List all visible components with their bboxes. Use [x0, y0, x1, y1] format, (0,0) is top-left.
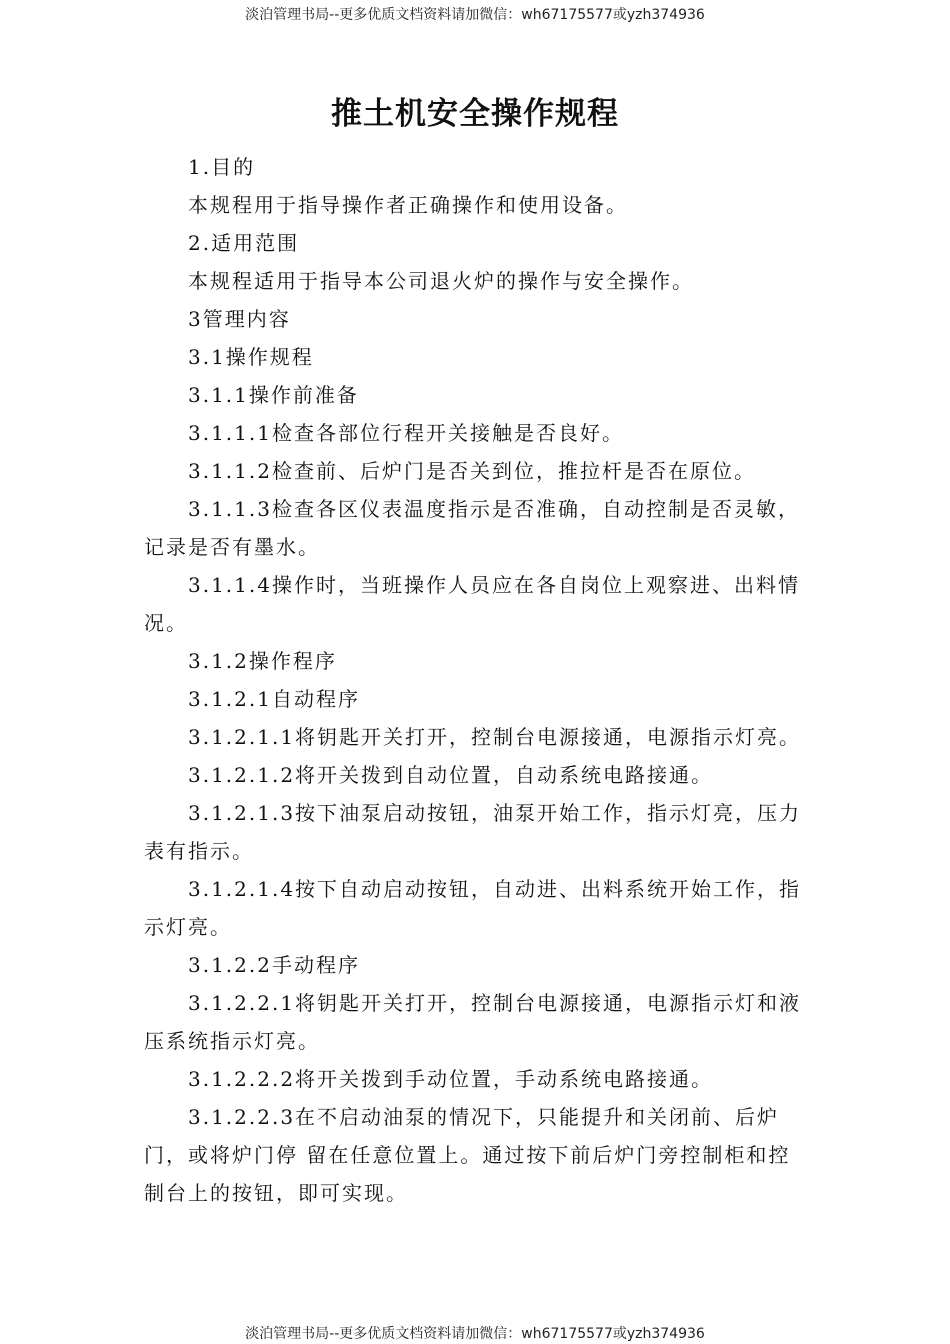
subsection-heading: 3.1.1操作前准备	[188, 383, 359, 407]
paragraph: 3.1.2.1.2将开关拨到自动位置，自动系统电路接通。	[188, 763, 714, 787]
paragraph: 本规程用于指导操作者正确操作和使用设备。	[188, 193, 628, 217]
footer-watermark: 淡泊管理书局--更多优质文档资料请加微信：wh67175577或yzh374936	[245, 1326, 705, 1342]
paragraph: 3.1.1.1检查各部位行程开关接触是否良好。	[188, 421, 624, 445]
paragraph: 3.1.1.4操作时，当班操作人员应在各自岗位上观察进、出料情况。	[144, 573, 800, 635]
subsection-heading: 3.1.2.2手动程序	[188, 953, 360, 977]
subsection-heading: 3.1.2.1自动程序	[188, 687, 360, 711]
paragraph: 本规程适用于指导本公司退火炉的操作与安全操作。	[188, 269, 694, 293]
paragraph: 3.1.2.2.3在不启动油泵的情况下，只能提升和关闭前、后炉门，或将炉门停 留在任意位置上。通过按下前后炉门旁控制柜和控制台上的按钮，即可实现。	[144, 1105, 791, 1205]
document-title: 推土机安全操作规程	[331, 96, 619, 132]
paragraph: 3.1.2.1.3按下油泵启动按钮，油泵开始工作，指示灯亮，压力表有指示。	[144, 801, 802, 863]
section-management-heading: 3管理内容	[188, 307, 291, 331]
paragraph: 3.1.2.1.1将钥匙开关打开，控制台电源接通，电源指示灯亮。	[188, 725, 802, 749]
section-purpose-heading: 1.目的	[188, 155, 256, 179]
section-scope-heading: 2.适用范围	[188, 231, 300, 255]
paragraph: 3.1.2.2.1将钥匙开关打开，控制台电源接通，电源指示灯和液压系统指示灯亮。	[144, 991, 802, 1053]
paragraph: 3.1.1.2检查前、后炉门是否关到位，推拉杆是否在原位。	[188, 459, 756, 483]
paragraph: 3.1.2.2.2将开关拨到手动位置，手动系统电路接通。	[188, 1067, 714, 1091]
document-body	[144, 148, 812, 1212]
paragraph: 3.1.1.3检查各区仪表温度指示是否准确，自动控制是否灵敏，记录是否有墨水。	[144, 497, 800, 559]
subsection-heading: 3.1操作规程	[188, 345, 314, 369]
paragraph: 3.1.2.1.4按下自动启动按钮，自动进、出料系统开始工作，指示灯亮。	[144, 877, 802, 939]
header-watermark: 淡泊管理书局--更多优质文档资料请加微信：wh67175577或yzh374936	[245, 7, 705, 23]
subsection-heading: 3.1.2操作程序	[188, 649, 337, 673]
